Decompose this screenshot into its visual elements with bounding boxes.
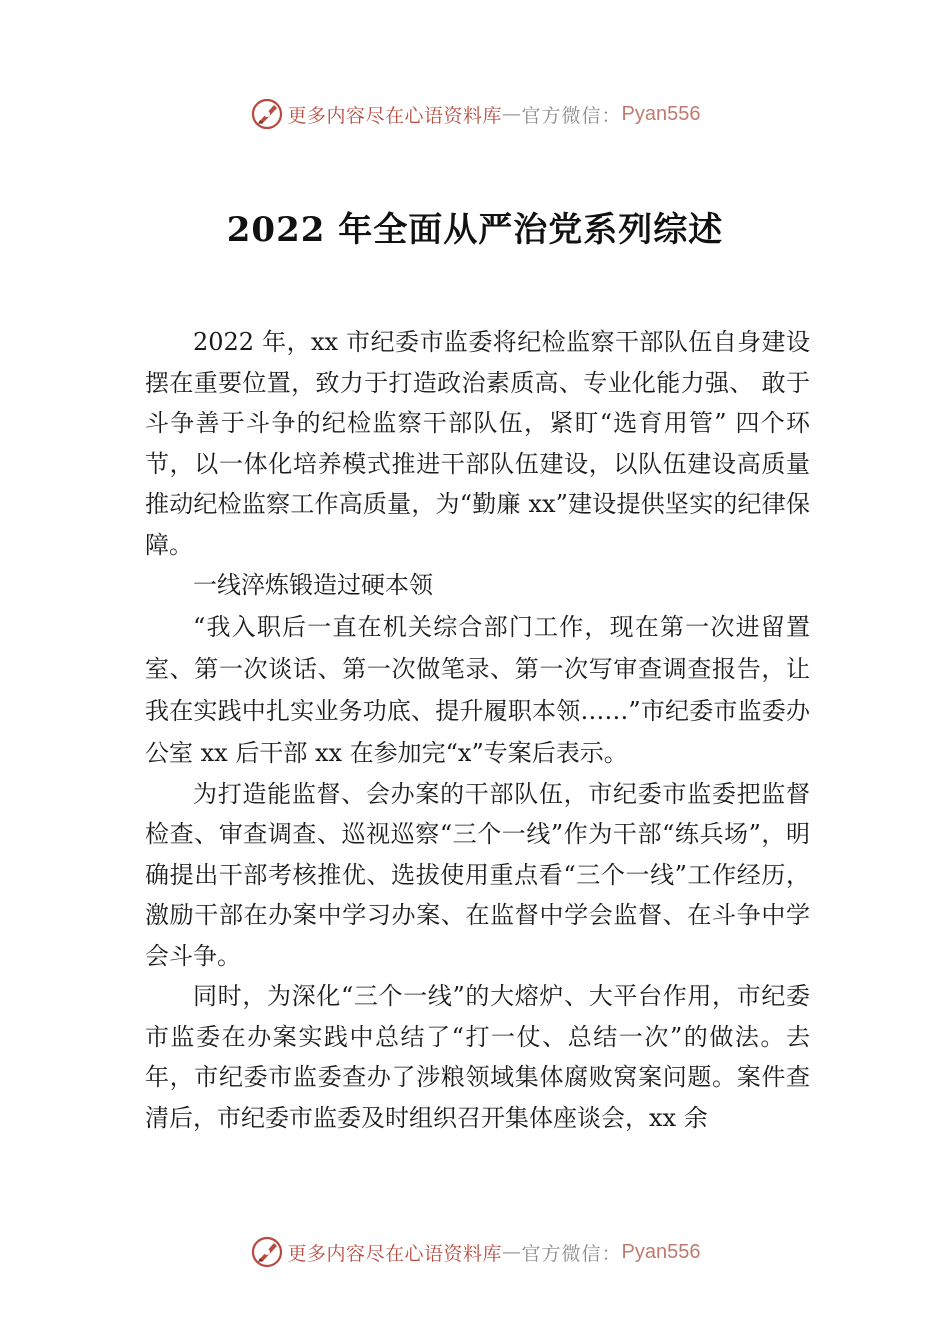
body-paragraph: “我入职后一直在机关综合部门工作，现在第一次进留置室、第一次谈话、第一次做笔录、第一次写审查调查报告，让我在实践中扎实业务功底、提升履职本领……”市纪委市监委办公室 xx 后干部 xx 在参加完“x”专案后表示。 — [145, 612, 810, 767]
footer-banner — [0, 1232, 950, 1272]
banner-separator: — — [502, 103, 522, 125]
section-heading: 一线淬炼锻造过硬本领 — [193, 571, 433, 599]
header-banner — [0, 94, 950, 134]
banner-wechat-id: Pyan556 — [621, 102, 701, 125]
banner-wechat-label: 官方微信： — [521, 1242, 622, 1265]
banner-wechat-id: Pyan556 — [621, 1240, 701, 1263]
document-title: 2022 年全面从严治党系列综述 — [226, 210, 724, 250]
body-paragraph: 2022 年，xx 市纪委市监委将纪检监察干部队伍自身建设摆在重要位置，致力于打造政治素质高、专业化能力强、 敢于斗争善于斗争的纪检监察干部队伍，紧盯“选育用管” 四个环节，以一体化培养模式推进干部队伍建设，以队伍建设高质量推动纪检监察工作高质量，为“勤廉 xx”建设提供坚实的纪律保障。 — [145, 328, 810, 559]
banner-wechat-label: 官方微信： — [521, 104, 622, 127]
body-paragraph: 同时，为深化“三个一线”的大熔炉、大平台作用，市纪委市监委在办案实践中总结了“打一仗、总结一次”的做法。去年，市纪委市监委查办了涉粮领域集体腐败窝案问题。案件查清后，市纪委市监委及时组织召开集体座谈会，xx 余 — [145, 982, 810, 1132]
quill-pen-logo-icon — [250, 1235, 284, 1269]
quill-pen-logo-icon — [250, 97, 284, 131]
document-body — [145, 322, 810, 1138]
banner-main-text: 更多内容尽在心语资料库 — [287, 104, 503, 127]
banner-main-text: 更多内容尽在心语资料库 — [287, 1242, 503, 1265]
banner-separator: — — [502, 1241, 522, 1263]
body-paragraph: 为打造能监督、会办案的干部队伍，市纪委市监委把监督检查、审查调查、巡视巡察“三个一线”作为干部“练兵场”，明确提出干部考核推优、选拔使用重点看“三个一线”工作经历，激励干部在办案中学习办案、在监督中学会监督、在斗争中学会斗争。 — [145, 779, 810, 970]
